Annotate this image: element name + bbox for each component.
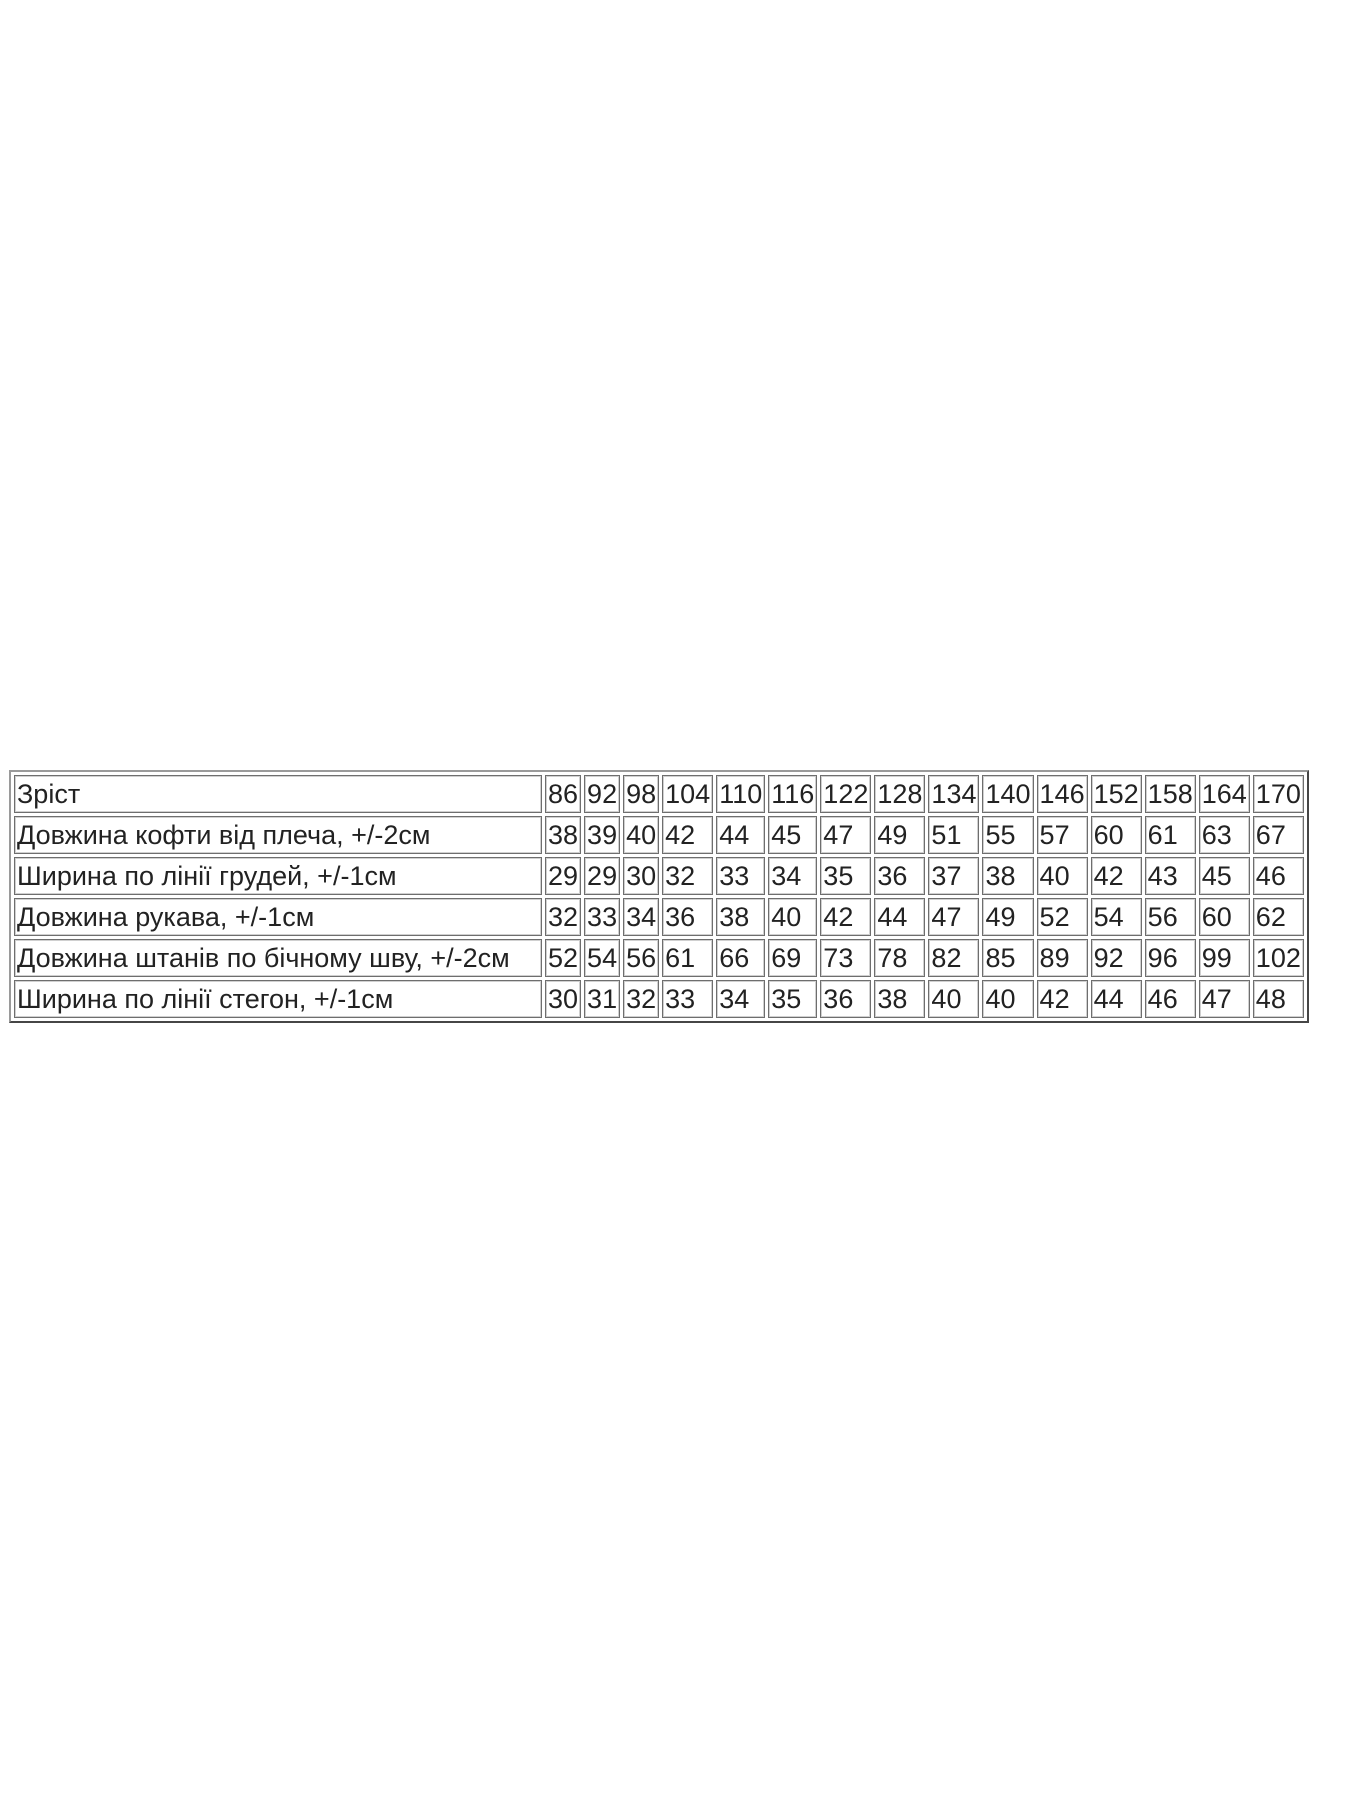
measurement-cell: 40 — [928, 980, 979, 1018]
measurement-cell: 30 — [623, 857, 659, 895]
size-header-cell: 98 — [623, 775, 659, 813]
measurement-cell: 29 — [545, 857, 581, 895]
measurement-cell: 46 — [1145, 980, 1196, 1018]
measurement-cell: 54 — [1091, 898, 1142, 936]
measurement-cell: 29 — [584, 857, 620, 895]
measurement-cell: 37 — [928, 857, 979, 895]
measurement-cell: 35 — [820, 857, 871, 895]
row-label: Ширина по лінії стегон, +/-1см — [14, 980, 542, 1018]
size-chart-table — [9, 770, 1309, 1023]
measurement-cell: 57 — [1037, 816, 1088, 854]
size-header-cell: 164 — [1199, 775, 1250, 813]
measurement-cell: 44 — [874, 898, 925, 936]
measurement-cell: 48 — [1253, 980, 1304, 1018]
size-header-cell: 128 — [874, 775, 925, 813]
measurement-cell: 102 — [1253, 939, 1304, 977]
measurement-cell: 61 — [1145, 816, 1196, 854]
measurement-cell: 89 — [1037, 939, 1088, 977]
measurement-cell: 45 — [768, 816, 817, 854]
measurement-cell: 34 — [716, 980, 765, 1018]
measurement-cell: 40 — [982, 980, 1033, 1018]
measurement-cell: 46 — [1253, 857, 1304, 895]
measurement-cell: 60 — [1199, 898, 1250, 936]
measurement-cell: 67 — [1253, 816, 1304, 854]
measurement-cell: 51 — [928, 816, 979, 854]
measurement-cell: 54 — [584, 939, 620, 977]
measurement-cell: 38 — [982, 857, 1033, 895]
measurement-cell: 32 — [545, 898, 581, 936]
measurement-row — [14, 816, 1304, 854]
measurement-cell: 99 — [1199, 939, 1250, 977]
row-label: Довжина штанів по бічному шву, +/-2см — [14, 939, 542, 977]
size-header-cell: 122 — [820, 775, 871, 813]
measurement-cell: 47 — [820, 816, 871, 854]
measurement-cell: 30 — [545, 980, 581, 1018]
measurement-cell: 44 — [716, 816, 765, 854]
measurement-cell: 33 — [716, 857, 765, 895]
measurement-cell: 82 — [928, 939, 979, 977]
measurement-cell: 69 — [768, 939, 817, 977]
size-header-cell: 116 — [768, 775, 817, 813]
size-header-cell: 104 — [662, 775, 713, 813]
measurement-cell: 32 — [623, 980, 659, 1018]
size-header-cell: 110 — [716, 775, 765, 813]
row-label: Довжина кофти від плеча, +/-2см — [14, 816, 542, 854]
measurement-cell: 40 — [1037, 857, 1088, 895]
measurement-cell: 32 — [662, 857, 713, 895]
measurement-cell: 52 — [545, 939, 581, 977]
measurement-cell: 34 — [623, 898, 659, 936]
measurement-cell: 66 — [716, 939, 765, 977]
size-header-cell: 170 — [1253, 775, 1304, 813]
row-label: Зріст — [14, 775, 542, 813]
measurement-cell: 34 — [768, 857, 817, 895]
size-header-cell: 92 — [584, 775, 620, 813]
measurement-cell: 60 — [1091, 816, 1142, 854]
measurement-cell: 31 — [584, 980, 620, 1018]
measurement-cell: 78 — [874, 939, 925, 977]
measurement-cell: 42 — [820, 898, 871, 936]
measurement-row — [14, 898, 1304, 936]
measurement-cell: 40 — [623, 816, 659, 854]
measurement-cell: 56 — [1145, 898, 1196, 936]
size-header-cell: 146 — [1037, 775, 1088, 813]
measurement-cell: 35 — [768, 980, 817, 1018]
measurement-cell: 92 — [1091, 939, 1142, 977]
measurement-cell: 36 — [874, 857, 925, 895]
size-header-cell: 86 — [545, 775, 581, 813]
measurement-cell: 73 — [820, 939, 871, 977]
measurement-cell: 63 — [1199, 816, 1250, 854]
measurement-cell: 49 — [874, 816, 925, 854]
measurement-cell: 42 — [1037, 980, 1088, 1018]
measurement-cell: 47 — [1199, 980, 1250, 1018]
measurement-cell: 44 — [1091, 980, 1142, 1018]
measurement-cell: 55 — [982, 816, 1033, 854]
measurement-cell: 85 — [982, 939, 1033, 977]
measurement-cell: 45 — [1199, 857, 1250, 895]
measurement-cell: 47 — [928, 898, 979, 936]
measurement-cell: 36 — [662, 898, 713, 936]
measurement-cell: 42 — [1091, 857, 1142, 895]
height-row — [14, 775, 1304, 813]
size-chart-body — [14, 775, 1304, 1018]
size-header-cell: 158 — [1145, 775, 1196, 813]
row-label: Довжина рукава, +/-1см — [14, 898, 542, 936]
measurement-cell: 49 — [982, 898, 1033, 936]
measurement-cell: 36 — [820, 980, 871, 1018]
measurement-row — [14, 980, 1304, 1018]
measurement-cell: 56 — [623, 939, 659, 977]
size-header-cell: 140 — [982, 775, 1033, 813]
measurement-cell: 33 — [584, 898, 620, 936]
size-header-cell: 152 — [1091, 775, 1142, 813]
measurement-cell: 38 — [545, 816, 581, 854]
measurement-cell: 42 — [662, 816, 713, 854]
measurement-row — [14, 939, 1304, 977]
measurement-cell: 62 — [1253, 898, 1304, 936]
measurement-cell: 38 — [716, 898, 765, 936]
size-header-cell: 134 — [928, 775, 979, 813]
measurement-cell: 33 — [662, 980, 713, 1018]
measurement-cell: 52 — [1037, 898, 1088, 936]
measurement-cell: 43 — [1145, 857, 1196, 895]
measurement-row — [14, 857, 1304, 895]
measurement-cell: 39 — [584, 816, 620, 854]
measurement-cell: 96 — [1145, 939, 1196, 977]
measurement-cell: 61 — [662, 939, 713, 977]
measurement-cell: 38 — [874, 980, 925, 1018]
row-label: Ширина по лінії грудей, +/-1см — [14, 857, 542, 895]
measurement-cell: 40 — [768, 898, 817, 936]
size-chart-container — [9, 770, 1343, 1023]
